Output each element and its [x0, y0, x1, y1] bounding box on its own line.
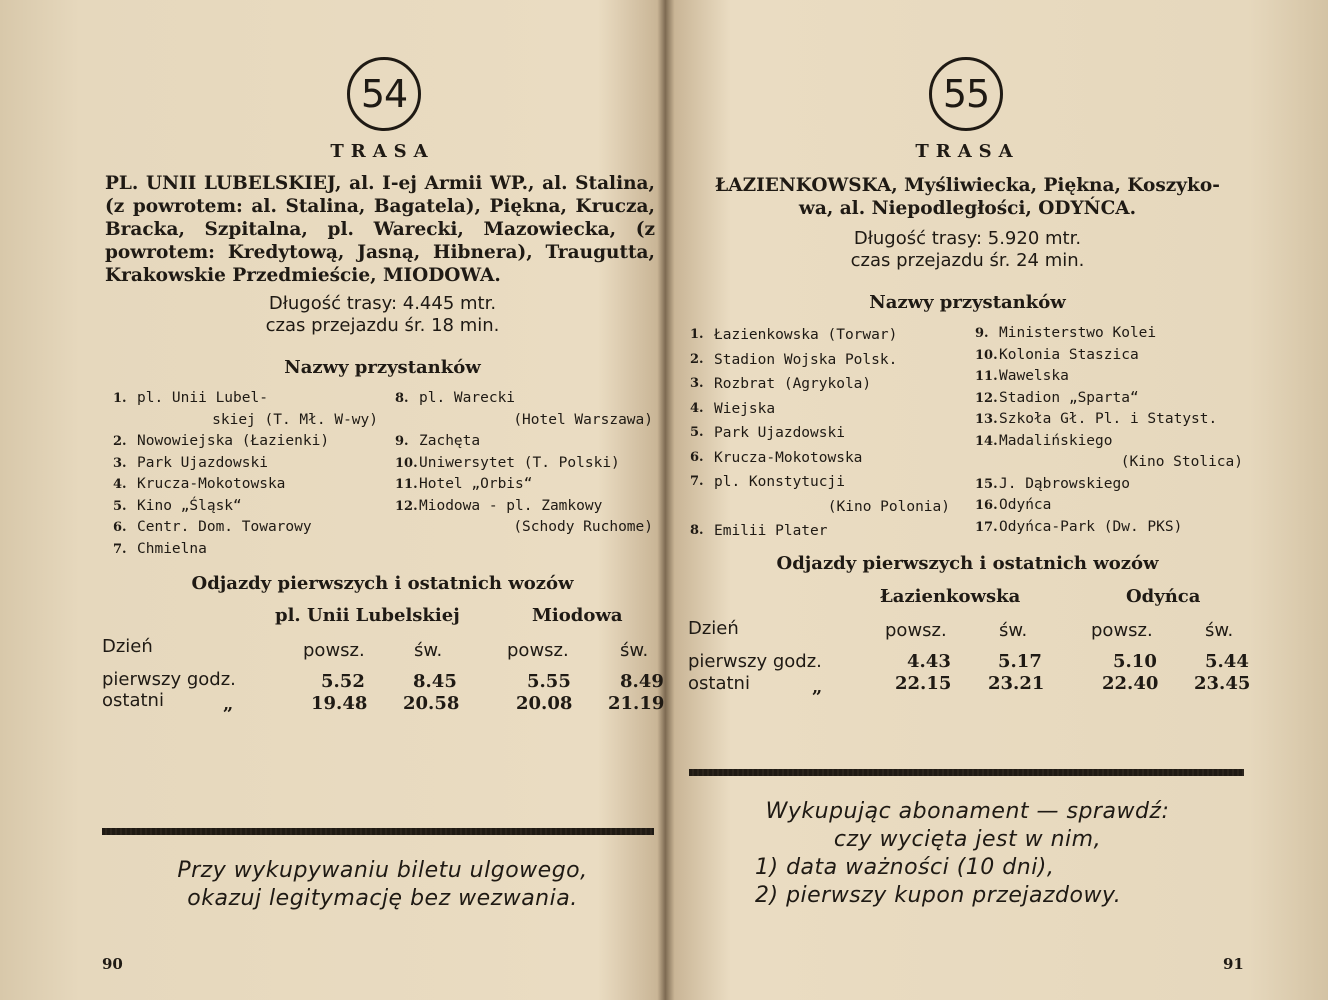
stop-item [690, 421, 950, 446]
stop-name: Nowowiejska (Łazienki) [137, 433, 330, 449]
stop-name: Centr. Dom. Towarowy [137, 519, 312, 535]
terminus-2: Odyńca [1126, 586, 1201, 607]
stops-column-2 [975, 323, 1243, 538]
stop-number: 7. [113, 541, 127, 557]
stop-name: Krucza-Mokotowska [137, 476, 286, 492]
subscription-note [685, 798, 1250, 910]
stop-name: Wiejska [714, 400, 776, 417]
stop-number: 5. [690, 425, 704, 440]
stop-item [395, 453, 653, 475]
stop-number [975, 452, 999, 474]
time-cell: 8.45 [413, 671, 457, 692]
note-line: czy wycięta jest w nim, [833, 827, 1102, 852]
stop-name: pl. Warecki [419, 390, 516, 406]
stop-name: pl. Unii Lubel- [137, 390, 268, 406]
stop-number: 7. [690, 474, 704, 489]
col-sw-1: św. [414, 640, 443, 661]
stop-item [113, 496, 378, 518]
note-line: 1) data ważności (10 dni), [755, 855, 1055, 880]
terminus-1: Łazienkowska [880, 586, 1021, 607]
time-cell: 5.44 [1205, 651, 1249, 672]
stop-item [113, 453, 378, 475]
last-row-label: ostatni [688, 673, 750, 694]
stop-number: 6. [690, 449, 704, 465]
stop-name: Uniwersytet (T. Polski) [419, 454, 620, 471]
left-page [95, 0, 665, 1000]
route-description: PL. UNII LUBELSKIEJ, al. I-ej Armii WP., al. Stalina, (z powrotem: al. Stalina, Bagatela), Piękna, Krucza, Bracka, Szpitalna, pl. Warecki, Mazowiecka, (z powrotem: Kredytową, Jasną, Hibnera), Traugutta, Krakowskie Przedmieście, MIODOWA. [105, 173, 655, 286]
stop-name: Park Ujazdowski [714, 425, 845, 441]
stop-item [690, 372, 950, 397]
stop-number: 17. [975, 519, 998, 535]
time-cell: 5.52 [321, 671, 365, 692]
right-page [685, 0, 1250, 1000]
stop-item [395, 388, 653, 410]
stop-item [690, 397, 950, 422]
stop-item [395, 410, 653, 432]
stop-name: Zachęta [419, 433, 481, 449]
route-line: ŁAZIENKOWSKA, Myśliwiecka, Piękna, Koszyko- [715, 175, 1220, 196]
stop-number [113, 410, 137, 432]
stop-item [690, 446, 950, 471]
stop-name: Odyńca [999, 497, 1052, 513]
stops-column-1 [690, 323, 950, 544]
note-line: Przy wykupywaniu biletu ulgowego, [177, 858, 588, 883]
time-cell: 20.58 [403, 693, 460, 714]
stop-number: 13. [975, 412, 998, 427]
divider-rule [689, 769, 1244, 776]
stop-item [113, 431, 378, 453]
terminus-2: Miodowa [532, 605, 623, 626]
stop-item [975, 474, 1243, 496]
route-length [685, 228, 1250, 272]
stop-item [975, 517, 1243, 539]
stops-heading: Nazwy przystanków [284, 357, 481, 378]
stop-name: Kolonia Staszica [999, 346, 1139, 363]
stop-name: (Schody Ruchome) [513, 519, 653, 535]
stop-name: Ministerstwo Kolei [999, 325, 1157, 341]
stop-number: 4. [113, 477, 127, 492]
stop-number [395, 517, 419, 539]
route-number-badge: 54 [347, 57, 421, 131]
stop-number: 1. [113, 391, 127, 406]
time-cell: 22.40 [1102, 673, 1159, 694]
stop-item [395, 431, 653, 453]
stop-number: 15. [975, 476, 998, 492]
note-line: okazuj legitymację bez wezwania. [187, 886, 578, 911]
stop-name: Kino „Śląsk“ [137, 497, 242, 514]
stop-name: Odyńca-Park (Dw. PKS) [999, 518, 1183, 535]
stop-name: Park Ujazdowski [137, 454, 268, 471]
trasa-heading: TRASA [915, 141, 1020, 162]
stop-item [113, 410, 378, 432]
note-line: Wykupując abonament — sprawdź: [765, 799, 1170, 824]
stop-number [690, 495, 714, 520]
time-cell: 22.15 [895, 673, 952, 694]
stop-number: 4. [690, 400, 704, 416]
stop-name: J. Dąbrowskiego [999, 475, 1130, 492]
col-powsz-1: powsz. [885, 620, 947, 641]
stop-name: Wawelska [999, 368, 1069, 384]
stop-name: Szkoła Gł. Pl. i Statyst. [999, 411, 1218, 427]
stop-item [975, 345, 1243, 367]
time-cell: 23.21 [988, 673, 1045, 694]
stop-number: 1. [690, 327, 704, 342]
stop-item [975, 495, 1243, 517]
stop-number: 2. [690, 351, 704, 367]
stop-name: Stadion „Sparta“ [999, 389, 1139, 406]
stop-name: Madalińskiego [999, 432, 1113, 449]
travel-time-text: czas przejazdu śr. 24 min. [850, 250, 1085, 271]
stop-number: 11. [395, 477, 418, 492]
ditto-mark: „ [812, 677, 823, 698]
stop-item [690, 495, 950, 520]
route-length-text: Długość trasy: 4.445 mtr. [268, 293, 497, 314]
time-cell: 19.48 [311, 693, 368, 714]
stop-item [395, 496, 653, 518]
stops-heading: Nazwy przystanków [869, 292, 1066, 313]
stop-number: 3. [113, 455, 127, 471]
stop-number: 3. [690, 376, 704, 391]
col-sw-2: św. [620, 640, 649, 661]
terminus-1: pl. Unii Lubelskiej [275, 605, 460, 626]
note-line: 2) pierwszy kupon przejazdowy. [755, 883, 1122, 908]
stop-item [690, 519, 950, 544]
stop-item [975, 409, 1243, 431]
route-number-badge: 55 [929, 57, 1003, 131]
stop-item [975, 323, 1243, 345]
stop-name: (Kino Stolica) [1120, 454, 1243, 470]
route-description [685, 174, 1250, 220]
first-row-label: pierwszy godz. [688, 651, 822, 672]
day-label: Dzień [688, 618, 739, 639]
time-cell: 21.19 [608, 693, 665, 714]
time-cell: 5.17 [998, 651, 1042, 672]
route-line: wa, al. Niepodległości, ODYŃCA. [798, 198, 1137, 219]
stop-name: (Kino Polonia) [827, 498, 950, 515]
stop-item [113, 474, 378, 496]
col-sw-1: św. [999, 620, 1028, 641]
stop-number: 11. [975, 369, 998, 384]
route-length [95, 293, 670, 337]
stop-name: Rozbrat (Agrykola) [714, 376, 872, 392]
stop-item [975, 388, 1243, 410]
travel-time-text: czas przejazdu śr. 18 min. [265, 315, 500, 336]
ditto-mark: „ [223, 694, 234, 715]
stop-item [975, 431, 1243, 453]
departures-heading: Odjazdy pierwszych i ostatnich wozów [776, 553, 1159, 574]
stop-name: Krucza-Mokotowska [714, 449, 863, 466]
time-cell: 5.55 [527, 671, 571, 692]
stop-number: 6. [113, 520, 127, 535]
stop-name: Łazienkowska (Torwar) [714, 327, 898, 343]
stop-item [395, 517, 653, 539]
stop-number: 16. [975, 498, 998, 513]
last-row-label: ostatni [102, 690, 164, 711]
reminder-note [95, 857, 670, 913]
stop-number: 10. [975, 347, 998, 363]
stop-item [975, 452, 1243, 474]
stop-number: 12. [975, 390, 998, 406]
stop-number: 9. [395, 434, 409, 449]
time-cell: 20.08 [516, 693, 573, 714]
time-cell: 4.43 [907, 651, 951, 672]
stop-name: skiej (T. Mł. W-wy) [212, 411, 378, 428]
page-number: 91 [1223, 955, 1244, 973]
stop-name: Miodowa - pl. Zamkowy [419, 497, 603, 514]
stop-item [395, 474, 653, 496]
time-cell: 8.49 [620, 671, 664, 692]
stop-number: 5. [113, 498, 127, 514]
stop-item [690, 323, 950, 348]
stop-item [113, 539, 378, 561]
stop-name: Hotel „Orbis“ [419, 476, 533, 492]
stop-number: 8. [690, 523, 704, 538]
time-cell: 23.45 [1194, 673, 1251, 694]
divider-rule [102, 828, 654, 835]
page-number: 90 [102, 955, 123, 973]
stop-name: Emilii Plater [714, 523, 828, 539]
stop-name: pl. Konstytucji [714, 474, 845, 490]
stop-number: 12. [395, 498, 418, 514]
stop-number: 10. [395, 455, 418, 471]
stop-number: 2. [113, 434, 127, 449]
stop-number: 9. [975, 326, 989, 341]
col-powsz-2: powsz. [1091, 620, 1153, 641]
stop-item [690, 470, 950, 495]
stop-item [975, 366, 1243, 388]
stop-name: Chmielna [137, 540, 207, 557]
departures-heading: Odjazdy pierwszych i ostatnich wozów [191, 573, 574, 594]
stop-name: Stadion Wojska Polsk. [714, 351, 898, 368]
day-label: Dzień [102, 636, 153, 657]
stop-number [395, 410, 419, 432]
stop-name: (Hotel Warszawa) [513, 411, 653, 428]
stop-number: 8. [395, 391, 409, 406]
col-powsz-2: powsz. [507, 640, 569, 661]
first-row-label: pierwszy godz. [102, 669, 236, 690]
col-powsz-1: powsz. [303, 640, 365, 661]
stop-item [113, 517, 378, 539]
stops-column-2 [395, 388, 653, 539]
trasa-heading: TRASA [330, 141, 435, 162]
route-length-text: Długość trasy: 5.920 mtr. [853, 228, 1082, 249]
stops-column-1 [113, 388, 378, 560]
col-sw-2: św. [1205, 620, 1234, 641]
stop-number: 14. [975, 433, 998, 449]
stop-item [690, 348, 950, 373]
time-cell: 5.10 [1113, 651, 1157, 672]
stop-item [113, 388, 378, 410]
